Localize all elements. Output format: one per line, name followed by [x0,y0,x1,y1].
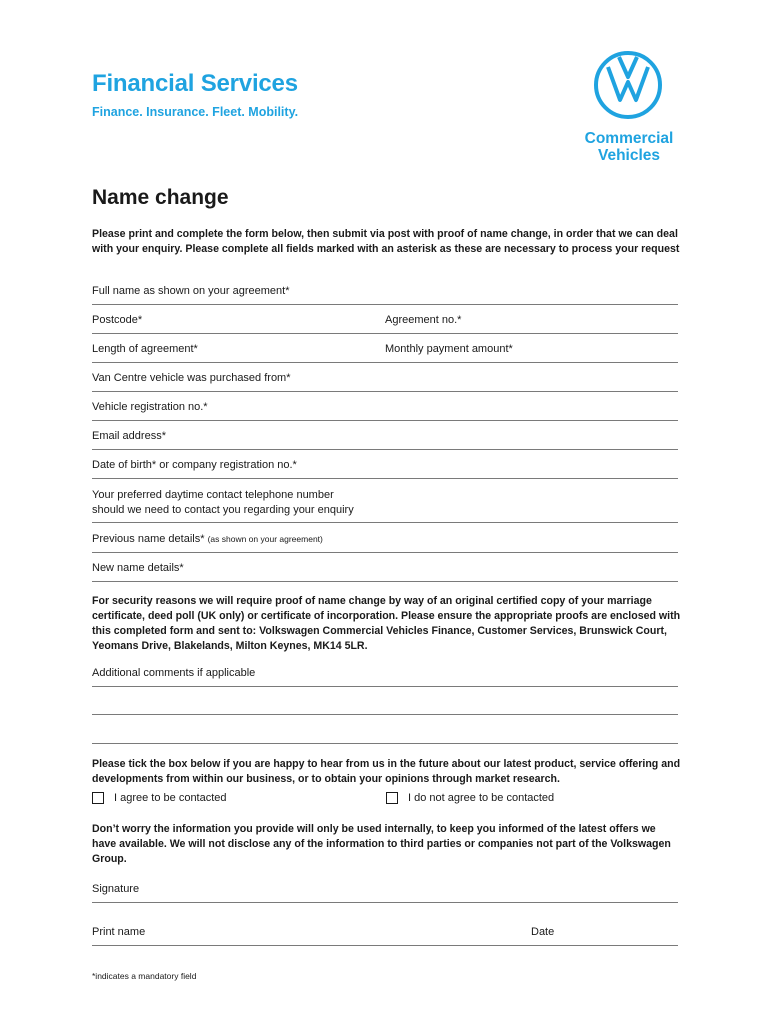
security-text: For security reasons we will require proof of name change by way of an original certified copy of your marriage certificate, deed poll (UK only) or certificate of incorporation. Please ensure the appropriate proofs are enclosed with this completed form and sent to: Volkswagen Commercial Vehicles Finance, Customer Services, Brunswick Court, Yeomans Drive, Blakelands, Milton Keynes, MK14 5LR. [92,595,681,652]
additional-comments-label: Additional comments if applicable [92,667,256,679]
full-name-label: Full name as shown on your agreement* [92,285,290,297]
page-title: Name change [92,186,229,209]
length-payment-row[interactable] [92,343,678,363]
disagree-checkbox[interactable] [386,792,398,804]
mandatory-footnote: *indicates a mandatory field [92,971,197,981]
comments-line-2[interactable] [92,714,678,715]
new-name-field[interactable] [92,562,678,582]
email-field[interactable] [92,430,678,450]
privacy-text: Don’t worry the information you provide will only be used internally, to keep you informed of the latest offers we have available. We will not disclose any of the information to third parties or companies not part of the Volkswagen Group. [92,823,671,865]
logo-caption-line2: Vehicles [597,147,661,164]
previous-name-label [92,533,323,545]
email-label: Email address* [92,430,166,442]
logo-caption-line1: Commercial [584,130,674,147]
print-name-date-row[interactable] [92,926,678,946]
length-of-agreement-label: Length of agreement* [92,343,198,355]
monthly-payment-label: Monthly payment amount* [385,343,513,355]
previous-name-text: Previous name details* [92,533,205,545]
signature-field[interactable] [92,883,678,903]
phone-label-line1: Your preferred daytime contact telephone number [92,489,334,501]
logo-caption [560,130,698,164]
van-centre-field[interactable] [92,372,678,392]
signature-label: Signature [92,883,140,895]
brand-tagline: Finance. Insurance. Fleet. Mobility. [92,105,299,119]
date-label: Date [531,926,555,938]
agreement-no-label: Agreement no.* [385,314,462,326]
dob-label: Date of birth* or company registration no.* [92,459,297,471]
contact-preference-text: Please tick the box below if you are happy to hear from us in the future about our latest product, service offering and developments from within our business, or to obtain your opinions through market research. [92,758,681,785]
dob-field[interactable] [92,459,678,479]
phone-field[interactable] [92,489,678,523]
disagree-label: I do not agree to be contacted [408,792,555,804]
brand-title: Financial Services [92,70,298,97]
print-name-label: Print name [92,926,146,938]
agree-checkbox[interactable] [92,792,104,804]
additional-comments-field[interactable] [92,667,678,687]
previous-name-field[interactable] [92,533,678,553]
postcode-label: Postcode* [92,314,143,326]
new-name-label: New name details* [92,562,184,574]
vehicle-reg-label: Vehicle registration no.* [92,401,208,413]
comments-line-3[interactable] [92,743,678,744]
vw-logo-icon [593,50,663,120]
agree-option[interactable] [92,792,227,804]
vehicle-reg-field[interactable] [92,401,678,421]
previous-name-note: (as shown on your agreement) [207,534,323,544]
agree-label: I agree to be contacted [114,792,227,804]
phone-label-line2: should we need to contact you regarding your enquiry [92,504,354,516]
intro-text: Please print and complete the form below, then submit via post with proof of name change, in order that we can deal with your enquiry. Please complete all fields marked with an asterisk as these are necessary to process your request [92,228,680,255]
full-name-field[interactable] [92,285,678,305]
disagree-option[interactable] [386,792,554,804]
postcode-agreement-row[interactable] [92,314,678,334]
van-centre-label: Van Centre vehicle was purchased from* [92,372,291,384]
